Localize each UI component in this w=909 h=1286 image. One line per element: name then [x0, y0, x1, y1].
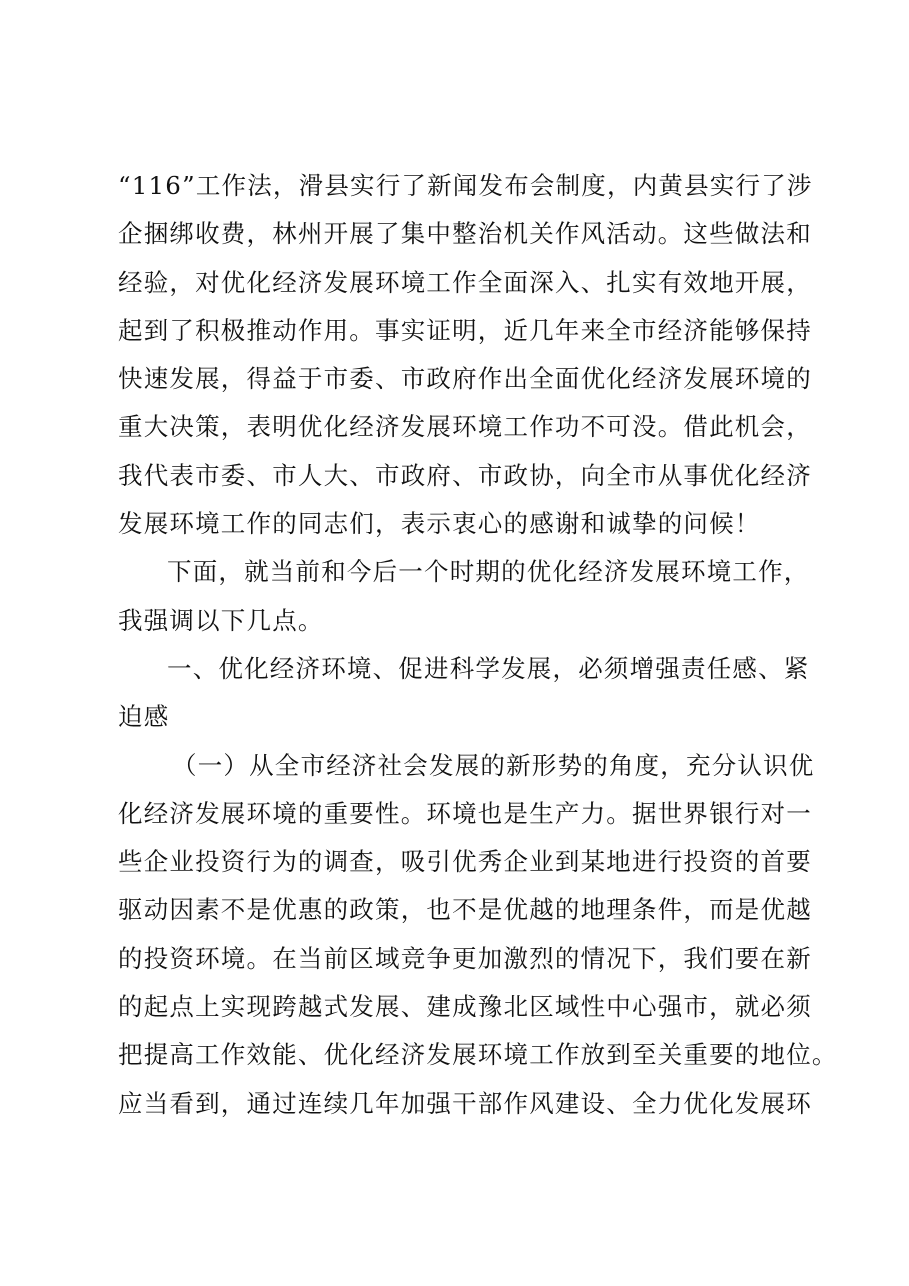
text-line: 一、优化经济环境、促进科学发展，必须增强责任感、紧: [167, 653, 810, 683]
text-line: 些企业投资行为的调查，吸引优秀企业到某地进行投资的首要: [118, 847, 812, 877]
text-line: （一）从全市经济社会发展的新形势的角度，充分认识优: [172, 750, 815, 780]
text-line: 驱动因素不是优惠的政策，也不是优越的地理条件，而是优越: [118, 895, 812, 925]
text-line: 重大决策，表明优化经济发展环境工作功不可没。借此机会，: [118, 412, 812, 442]
text-line: 快速发展，得益于市委、市政府作出全面优化经济发展环境的: [118, 364, 812, 394]
paragraph-continuation: [118, 162, 813, 548]
text-line: 我强调以下几点。: [118, 605, 324, 635]
text-line: 我代表市委、市人大、市政府、市政协，向全市从事优化经济: [118, 460, 812, 490]
document-body: [118, 162, 838, 1128]
text-line: 把提高工作效能、优化经济发展环境工作放到至关重要的地位。: [118, 1040, 838, 1070]
text-line: 应当看到，通过连续几年加强干部作风建设、全力优化发展环: [118, 1088, 812, 1118]
text-line: 化经济发展环境的重要性。环境也是生产力。据世界银行对一: [118, 798, 812, 828]
text-line: 的起点上实现跨越式发展、建成豫北区域性中心强市，就必须: [118, 992, 812, 1022]
text-line: 经验，对优化经济发展环境工作全面深入、扎实有效地开展，: [118, 267, 812, 297]
paragraph-subsection-1: [118, 742, 838, 1128]
text-line: 企捆绑收费，林州开展了集中整治机关作风活动。这些做法和: [118, 219, 812, 249]
text-line: 起到了积极推动作用。事实证明，近几年来全市经济能够保持: [118, 315, 812, 345]
text-line: 的投资环境。在当前区域竞争更加激烈的情况下，我们要在新: [118, 943, 812, 973]
text-line: 下面，就当前和今后一个时期的优化经济发展环境工作，: [167, 557, 810, 587]
text-line: 迫感: [118, 702, 170, 732]
paragraph-intro: [118, 548, 808, 645]
text-line: 发展环境工作的同志们，表示衷心的感谢和诚挚的问候！: [118, 509, 761, 539]
text-line: “116”工作法，滑县实行了新闻发布会制度，内黄县实行了涉: [118, 171, 813, 200]
section-heading: [118, 645, 808, 742]
